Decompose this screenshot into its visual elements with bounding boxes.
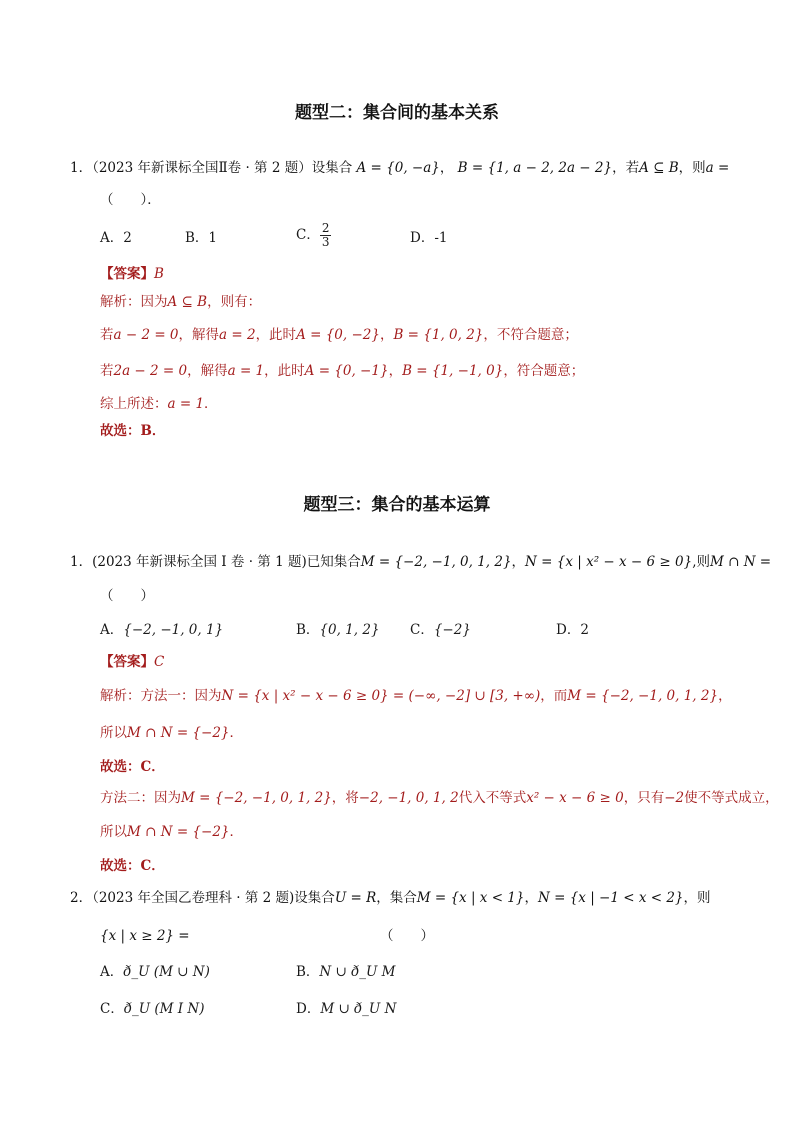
stem-text: ，则 (683, 890, 711, 906)
summary-math: a = 1 (167, 396, 205, 412)
case-solution: a = 1 (227, 363, 265, 379)
method-set-m: M = {−2, −1, 0, 1, 2} (567, 688, 719, 704)
conclusion-text: ． (229, 725, 244, 741)
stem-text: ，集合 (376, 890, 417, 906)
method-values: −2, −1, 0, 1, 2 (358, 790, 459, 806)
analysis-math: A ⊆ B (167, 294, 208, 310)
section-title-relations: 题型二：集合间的基本关系 (295, 103, 499, 123)
case-text: ，解得 (178, 327, 220, 343)
answer-value: C (154, 654, 165, 670)
option-label: B． (185, 230, 209, 246)
option-c (100, 999, 204, 1019)
option-label: D． (410, 230, 435, 246)
case-text: ，此时 (264, 363, 305, 379)
answer-tag: 【答案】 (100, 266, 154, 282)
summary-line (100, 394, 218, 414)
method-one-line (100, 686, 732, 706)
set-m: M = {x | x < 1} (416, 890, 525, 906)
case-text: ，不符合题意； (483, 327, 578, 343)
conclusion-text: ． (229, 824, 244, 840)
option-a (100, 228, 132, 248)
method-text: ， (718, 688, 732, 704)
case-set-b: B = {1, 0, 2} (393, 327, 484, 343)
fraction-numerator: 2 (321, 221, 330, 235)
method-text: 方法二：因为 (100, 790, 181, 806)
method-inequality: x² − x − 6 ≥ 0 (526, 790, 624, 806)
set-m: M = {−2, −1, 0, 1, 2} (360, 554, 512, 570)
option-b (296, 962, 396, 982)
question-target (100, 926, 190, 946)
option-label: A． (100, 964, 124, 980)
option-label: C． (100, 1001, 124, 1017)
case-text: 若 (100, 363, 114, 379)
question-number: 1． (70, 160, 93, 176)
target-set: {x | x ≥ 2} = (100, 928, 190, 944)
option-a (100, 620, 223, 640)
condition: A ⊆ B (639, 160, 679, 176)
case-equation: a − 2 = 0 (113, 327, 179, 343)
option-value: -1 (434, 230, 448, 246)
option-value: 1 (208, 230, 218, 246)
fraction-denominator: 3 (321, 235, 330, 249)
question-stem (70, 552, 771, 572)
option-label: B． (296, 622, 320, 638)
case-set-a: A = {0, −1} (304, 363, 389, 379)
summary-text: 综上所述： (100, 396, 168, 412)
condition-prefix: ，若 (612, 160, 640, 176)
choose-line: 故选：C． (100, 858, 165, 874)
option-b (185, 228, 217, 248)
method-text: ，而 (540, 688, 568, 704)
question-ask: M ∩ N = (709, 554, 772, 570)
question-source: （2023 年全国乙卷理科 · 第 2 题)设集合 (92, 890, 335, 906)
conclusion-text: 所以 (100, 824, 127, 840)
option-value: ð_U (M Ⅰ N) (123, 1001, 205, 1017)
option-value: 2 (123, 230, 132, 246)
case-two-line (100, 361, 584, 381)
option-value: 2 (580, 622, 589, 638)
analysis-text: 解析：因为 (100, 294, 168, 310)
case-set-a: A = {0, −2} (296, 327, 380, 343)
set-n: N = {x | −1 < x < 2} (538, 890, 684, 906)
option-label: D． (296, 1001, 321, 1017)
option-value: {−2, −1, 0, 1} (123, 622, 224, 638)
conclusion-math: M ∩ N = {−2} (127, 824, 230, 840)
method-one-conclusion (100, 723, 243, 743)
option-label: C． (296, 227, 320, 243)
method-value: −2 (664, 790, 685, 806)
separator: ， (524, 890, 538, 906)
option-a (100, 962, 210, 982)
method-text: 使不等式成立， (684, 790, 779, 806)
option-c (296, 222, 331, 249)
case-text: ，符合题意； (503, 363, 585, 379)
case-one-line (100, 325, 578, 345)
method-math: N = {x | x² − x − 6 ≥ 0} = (−∞, −2] ∪ [3, +∞) (221, 688, 541, 704)
option-d (410, 228, 447, 248)
option-value: M ∪ ð_U N (320, 1001, 397, 1017)
case-text: ，此时 (255, 327, 297, 343)
separator: ， (388, 363, 403, 379)
ask-prefix: ,则 (692, 554, 710, 570)
option-d (556, 620, 589, 640)
option-label: A． (100, 622, 124, 638)
case-text: 若 (100, 327, 114, 343)
question-ask: a = (705, 160, 730, 176)
separator: ， (511, 554, 526, 570)
set-u: U = R (334, 890, 377, 906)
option-label: A． (100, 230, 124, 246)
set-b: B = {1, a − 2, 2a − 2} (457, 160, 613, 176)
option-label: C． (410, 622, 434, 638)
answer-line (100, 652, 164, 672)
analysis-line (100, 292, 261, 312)
option-value: N ∪ ð_U M (319, 964, 396, 980)
summary-text: ． (204, 396, 218, 412)
method-text: 解析：方法一：因为 (100, 688, 222, 704)
method-two-line (100, 788, 779, 808)
question-stem (70, 888, 711, 908)
analysis-text: ，则有： (207, 294, 262, 310)
choose-line: 故选：C． (100, 759, 165, 775)
choose-line: 故选：B． (100, 423, 166, 439)
answer-tag: 【答案】 (100, 654, 154, 670)
option-value: {−2} (433, 622, 471, 638)
answer-blank: （ ） (380, 928, 434, 944)
answer-blank: （ ） (100, 588, 154, 604)
question-number: 1． (70, 554, 93, 570)
option-label: B． (296, 964, 320, 980)
section-title-operations: 题型三：集合的基本运算 (303, 495, 491, 515)
case-equation: 2a − 2 = 0 (113, 363, 188, 379)
answer-value: B (154, 266, 164, 282)
question-stem (70, 158, 729, 178)
set-a: A = {0, −a} (356, 160, 440, 176)
question-source: (2023 年新课标全国 I 卷 · 第 1 题)已知集合 (92, 554, 361, 570)
answer-blank: （ ）． (100, 192, 161, 208)
method-two-conclusion (100, 822, 243, 842)
separator: ， (439, 160, 454, 176)
method-text: 代入不等式 (458, 790, 527, 806)
option-value: {0, 1, 2} (319, 622, 380, 638)
option-value: ð_U (M ∪ N) (123, 964, 210, 980)
case-solution: a = 2 (219, 327, 256, 343)
separator: ， (379, 327, 394, 343)
option-label: D． (556, 622, 581, 638)
set-n: N = {x | x² − x − 6 ≥ 0} (525, 554, 693, 570)
conclusion-text: 所以 (100, 725, 127, 741)
fraction (320, 222, 332, 249)
method-set-m: M = {−2, −1, 0, 1, 2} (181, 790, 332, 806)
answer-line (100, 264, 164, 284)
method-text: ，将 (331, 790, 359, 806)
question-source: （2023 年新课标全国Ⅱ卷 · 第 2 题）设集合 (92, 160, 353, 176)
case-text: ，解得 (187, 363, 228, 379)
question-number: 2． (70, 890, 93, 906)
conclusion-math: M ∩ N = {−2} (127, 725, 230, 741)
condition-suffix: ，则 (678, 160, 706, 176)
method-text: ，只有 (623, 790, 665, 806)
option-d (296, 999, 396, 1019)
option-c (410, 620, 471, 640)
case-set-b: B = {1, −1, 0} (402, 363, 504, 379)
option-b (296, 620, 380, 640)
